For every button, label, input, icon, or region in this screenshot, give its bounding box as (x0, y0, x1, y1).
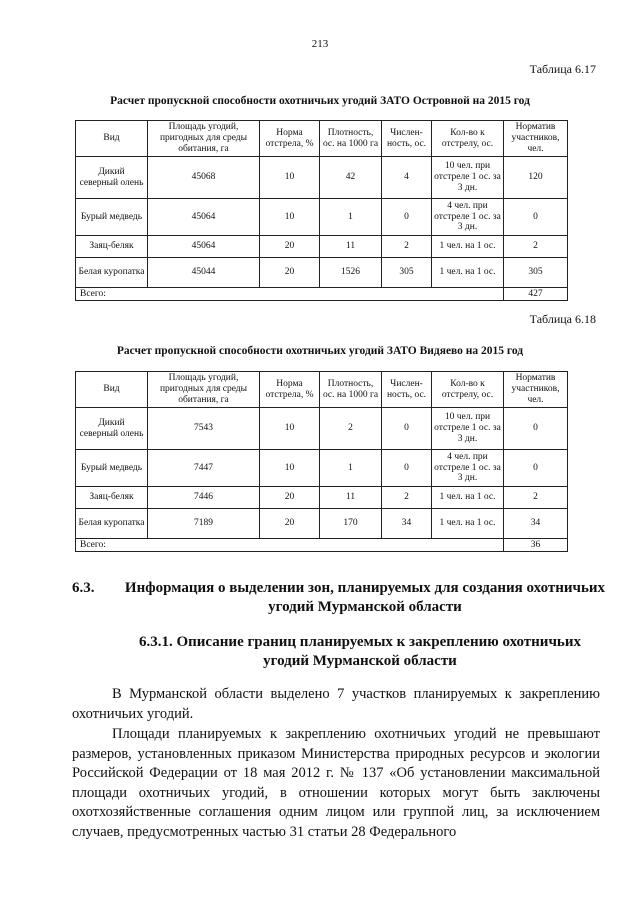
table-cell: 11 (320, 487, 382, 509)
column-header: Площадь угодий, пригодных для среды обитания, га (148, 372, 260, 408)
section-heading (72, 579, 612, 617)
column-header: Норма отстрела, % (260, 121, 320, 157)
table-cell: 0 (382, 450, 432, 487)
total-value: 427 (504, 288, 568, 301)
table-cell: 4 (382, 157, 432, 199)
column-header: Числен-ность, ос. (382, 121, 432, 157)
table-cell: 20 (260, 487, 320, 509)
table-cell: 4 чел. при отстреле 1 ос. за 3 дн. (432, 199, 504, 236)
table-cell: 0 (382, 408, 432, 450)
table-cell: 2 (504, 487, 568, 509)
table-cell: 7447 (148, 450, 260, 487)
table-cell: Бурый медведь (76, 450, 148, 487)
table-cell: 305 (504, 258, 568, 288)
table-cell: 11 (320, 236, 382, 258)
column-header: Норматив участников, чел. (504, 121, 568, 157)
column-header: Вид (76, 121, 148, 157)
table-cell: 10 чел. при отстреле 1 ос. за 3 дн. (432, 408, 504, 450)
table-cell: 1 чел. на 1 ос. (432, 258, 504, 288)
table-cell: 2 (320, 408, 382, 450)
table-cell: 10 чел. при отстреле 1 ос. за 3 дн. (432, 157, 504, 199)
table-cell: Дикий северный олень (76, 408, 148, 450)
table-cell: 1 (320, 450, 382, 487)
total-label: Всего: (76, 539, 504, 552)
table-row (76, 157, 568, 199)
table-caption: Расчет пропускной способности охотничьих угодий ЗАТО Островной на 2015 год (110, 95, 530, 107)
total-row (76, 539, 568, 552)
table-row (76, 199, 568, 236)
table-cell: 1 чел. на 1 ос. (432, 487, 504, 509)
table-cell: 2 (382, 236, 432, 258)
column-header: Плотность, ос. на 1000 га (320, 121, 382, 157)
column-header: Числен-ность, ос. (382, 372, 432, 408)
column-header: Кол-во к отстрелу, ос. (432, 372, 504, 408)
table-label: Таблица 6.18 (529, 312, 596, 326)
table-cell: 1526 (320, 258, 382, 288)
table-cell: 170 (320, 509, 382, 539)
total-row (76, 288, 568, 301)
data-table (75, 371, 568, 552)
table-cell: 45044 (148, 258, 260, 288)
table-row (76, 408, 568, 450)
table-row (76, 258, 568, 288)
column-header: Норма отстрела, % (260, 372, 320, 408)
table-cell: 0 (504, 199, 568, 236)
table-cell: Дикий северный олень (76, 157, 148, 199)
table-cell: 42 (320, 157, 382, 199)
data-table (75, 120, 568, 301)
table-cell: 45064 (148, 199, 260, 236)
table-cell: 34 (382, 509, 432, 539)
table-cell: 7189 (148, 509, 260, 539)
table-cell: Бурый медведь (76, 199, 148, 236)
table-cell: 1 чел. на 1 ос. (432, 236, 504, 258)
table-cell: 10 (260, 199, 320, 236)
paragraph: Площади планируемых к закреплению охотничьих угодий не превышают размеров, установленных приказом Министерства природных ресурсов и экологии Российской Федерации от 18 мая 2012 г. № 137 «Об установлении максимальной площади охотничьих угодий, в отношении которых могут быть заключены охотхозяйственные соглашения одним лицом или группой лиц, за исключением случаев, предусмотренных частью 31 статьи 28 Федерального (72, 726, 600, 840)
total-label: Всего: (76, 288, 504, 301)
column-header: Вид (76, 372, 148, 408)
paragraph: В Мурманской области выделено 7 участков планируемых к закреплению охотничьих угодий. (72, 686, 600, 722)
table-cell: 0 (504, 408, 568, 450)
table-cell: 120 (504, 157, 568, 199)
table-cell: 10 (260, 157, 320, 199)
table-cell: 20 (260, 258, 320, 288)
section-title: Информация о выделении зон, планируемых для создания охотничьих угодий Мурманской области (124, 580, 606, 615)
table-cell: Белая куропатка (76, 509, 148, 539)
table-label: Таблица 6.17 (529, 62, 596, 76)
table-row (76, 509, 568, 539)
table-cell: 1 чел. на 1 ос. (432, 509, 504, 539)
table-cell: 7543 (148, 408, 260, 450)
table-cell: 2 (382, 487, 432, 509)
section-number: 6.3. (72, 580, 95, 596)
total-value: 36 (504, 539, 568, 552)
table-cell: 4 чел. при отстреле 1 ос. за 3 дн. (432, 450, 504, 487)
table-cell: 2 (504, 236, 568, 258)
table-cell: 0 (382, 199, 432, 236)
table-cell: Заяц-беляк (76, 487, 148, 509)
table-cell: 45064 (148, 236, 260, 258)
table-cell: 1 (320, 199, 382, 236)
column-header: Кол-во к отстрелу, ос. (432, 121, 504, 157)
table-cell: 20 (260, 236, 320, 258)
table-cell: Белая куропатка (76, 258, 148, 288)
table-cell: 34 (504, 509, 568, 539)
table-row (76, 450, 568, 487)
table-caption: Расчет пропускной способности охотничьих угодий ЗАТО Видяево на 2015 год (116, 345, 524, 357)
column-header: Площадь угодий, пригодных для среды обитания, га (148, 121, 260, 157)
table-cell: 10 (260, 408, 320, 450)
table-cell: 10 (260, 450, 320, 487)
table-cell: 0 (504, 450, 568, 487)
table-row (76, 487, 568, 509)
page-number: 213 (311, 38, 329, 50)
column-header: Норматив участников, чел. (504, 372, 568, 408)
table-row (76, 236, 568, 258)
table-cell: 305 (382, 258, 432, 288)
table-cell: Заяц-беляк (76, 236, 148, 258)
table-cell: 20 (260, 509, 320, 539)
table-cell: 45068 (148, 157, 260, 199)
subsection-heading: 6.3.1. Описание границ планируемых к закреплению охотничьих угодий Мурманской области (138, 634, 581, 669)
column-header: Плотность, ос. на 1000 га (320, 372, 382, 408)
table-cell: 7446 (148, 487, 260, 509)
